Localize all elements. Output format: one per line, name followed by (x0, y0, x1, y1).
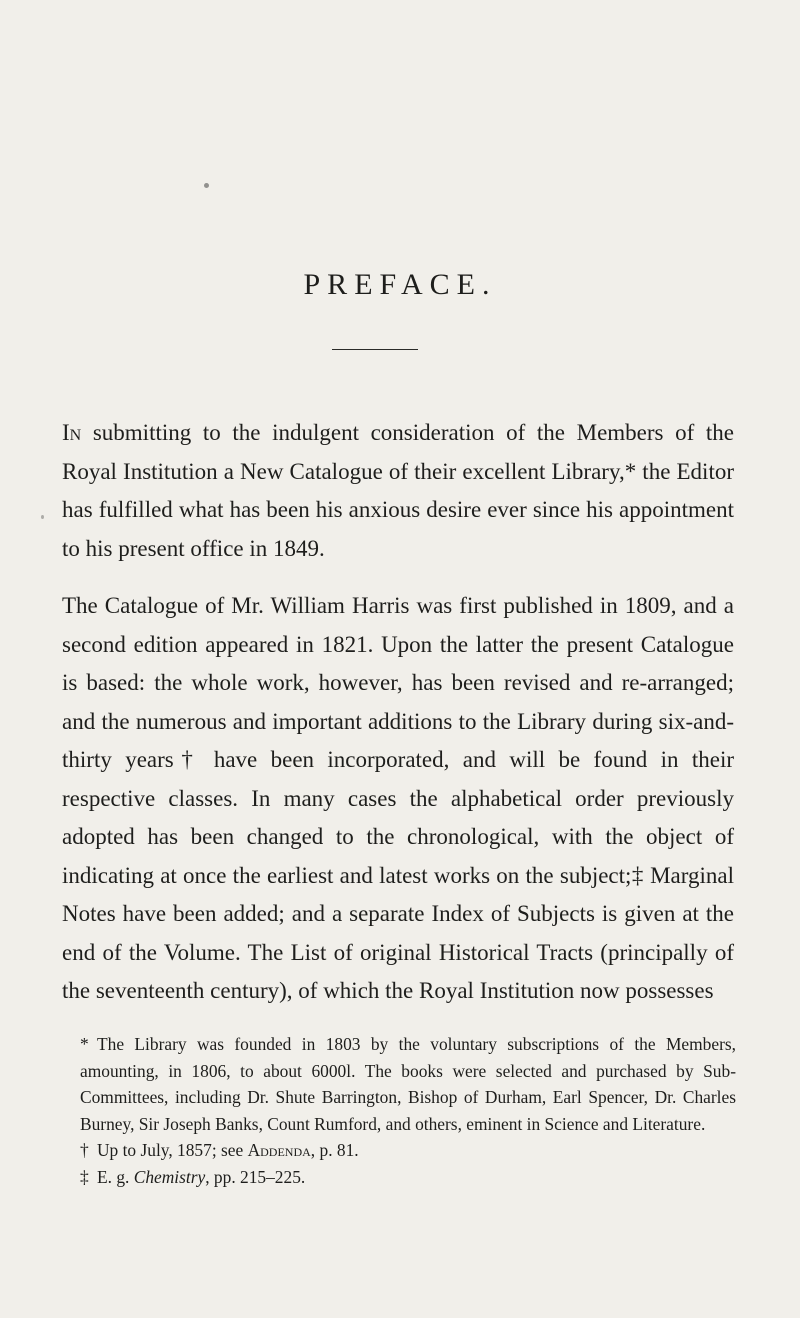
footnotes (62, 1031, 736, 1190)
footnote-3-symbol: ‡ (80, 1166, 89, 1187)
footnote-3-text: E. g. (97, 1166, 130, 1187)
paragraph-1-text: submitting to the indulgent consideration of the Members of the Royal Institution a New Catalogue of their excellent Library,* the Editor has fulfilled what has been his anxious desire ever since his appointment to his present office in 1849. (62, 420, 734, 561)
footnote-1-text: The Library was founded in 1803 by the voluntary subscriptions of the Members, amounting, in 1806, to about 6000l. The books were selected and purchased by Sub-Committees, including Dr. Shute Barrington, Bishop of Durham, Earl Spencer, Dr. Charles Burney, Sir Joseph Banks, Count Rumford, and others, eminent in Science and Literature. (80, 1034, 736, 1134)
footnote-3-italic: Chemistry (133, 1166, 206, 1187)
page-title: PREFACE. (303, 268, 497, 301)
footnote-1 (62, 1031, 736, 1137)
ink-speck (41, 515, 44, 519)
footnote-3 (62, 1164, 736, 1191)
footnote-2-symbol: † (80, 1140, 89, 1160)
footnote-3-pages: , pp. 215–225. (205, 1166, 306, 1187)
ink-speck (204, 183, 209, 188)
paragraph-2: The Catalogue of Mr. William Harris was first published in 1809, and a second edition appeared in 1821. Upon the latter the present Catalogue is based: the whole work, however, has been revised and re-arranged; and the numerous and important additions to the Library during six-and-thirty years† have been incorporated, and will be found in their respective classes. In many cases the alphabetical order previously adopted has been changed to the chronological, with the object of indicating at once the earliest and latest works on the subject;‡ Marginal Notes have been added; and a separate Index of Subjects is given at the end of the Volume. The List of original Historical Tracts (principally of the seventeenth century), of which the Royal Institution now possesses (62, 593, 734, 1003)
footnote-2-text: Up to July, 1857; see (97, 1140, 244, 1160)
footnote-2 (62, 1137, 736, 1164)
preface-body (62, 414, 734, 1011)
footnote-1-symbol: * (80, 1034, 89, 1054)
paragraph-1 (62, 414, 734, 568)
footnote-2-addenda: Addenda (247, 1140, 311, 1160)
title-rule (332, 349, 418, 350)
footnote-2-page: , p. 81. (310, 1140, 359, 1160)
opening-word: In (62, 420, 82, 445)
